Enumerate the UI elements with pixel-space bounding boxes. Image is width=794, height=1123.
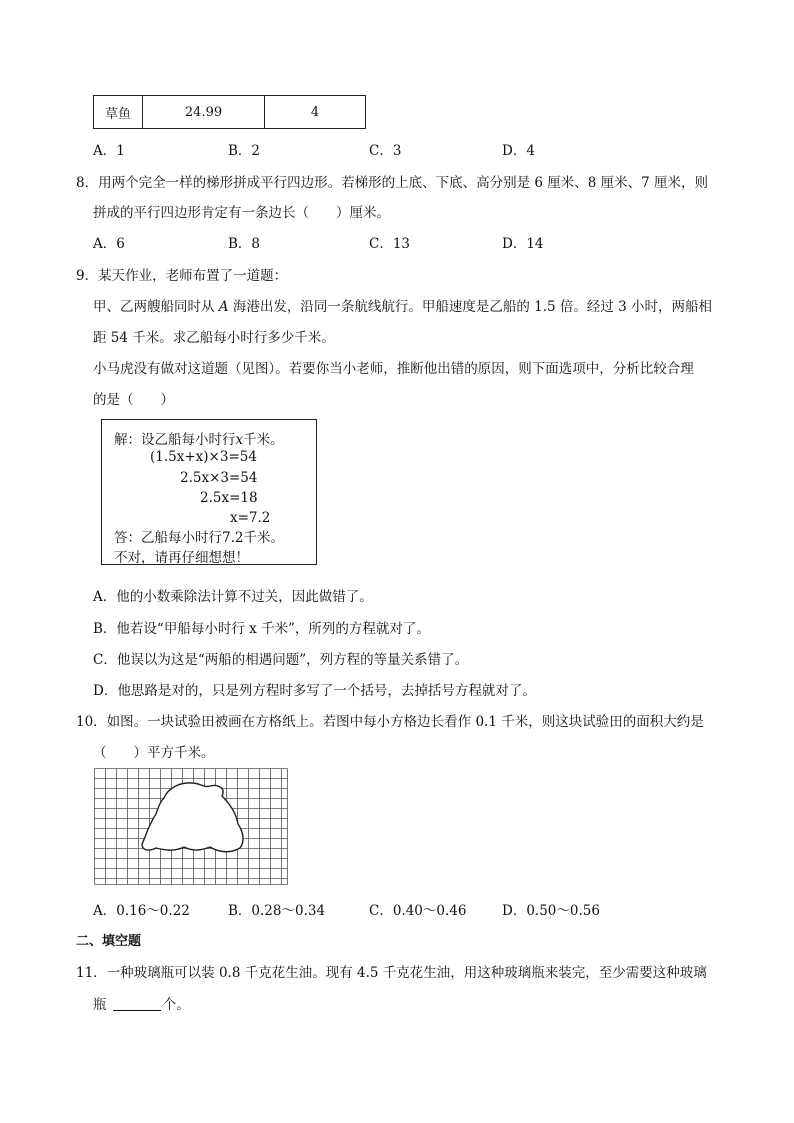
q7-option-b[interactable]: B．2 [228,143,261,159]
student-solution-box [101,419,317,565]
q9-option-c[interactable]: C．他误以为这是“两船的相遇问题”，列方程的等量关系错了。 [93,652,469,668]
q9-stem-line2: 甲、乙两艘船同时从 A 海港出发，沿同一条航线航行。甲船速度是乙船的 1.5 倍。经过 3 小时，两船相 [93,299,713,315]
q8-stem-line1: 8．用两个完全一样的梯形拼成平行四边形。若梯形的上底、下底、高分别是 6 厘米、8 厘米、7 厘米，则 [76,175,709,191]
section-title: 二、填空题 [76,934,142,949]
solution-line: x=7.2 [230,510,271,526]
q10-option-c[interactable]: C．0.40～0.46 [369,903,467,919]
q10-stem-line2: （ ）平方千米。 [93,745,215,761]
table-cell: 24.99 [143,96,265,129]
field-outline [142,783,243,852]
q9-stem-line1: 9．某天作业，老师布置了一道题： [76,268,288,284]
q9-option-b[interactable]: B．他若设“甲船每小时行 x 千米”，所列的方程就对了。 [93,621,430,637]
q10-option-a[interactable]: A．0.16～0.22 [93,903,190,919]
q10-option-d[interactable]: D．0.50～0.56 [502,903,600,919]
solution-line: 2.5x×3=54 [180,470,258,486]
q9-option-a[interactable]: A．他的小数乘除法计算不过关，因此做错了。 [93,589,373,605]
q9-stem-line3: 距 54 千米。求乙船每小时行多少千米。 [93,330,335,346]
solution-line: 解：设乙船每小时行x千米。 [114,432,284,448]
q7-option-a[interactable]: A．1 [93,143,125,159]
q11-stem-line2: 瓶 个。 [93,997,190,1013]
table-cell: 4 [265,96,366,129]
q10-option-b[interactable]: B．0.28～0.34 [228,903,326,919]
table-cell: 草鱼 [94,96,143,129]
answer-blank[interactable] [113,996,161,1011]
solution-line: 不对，请再仔细想想！ [114,550,249,566]
solution-line: (1.5x+x)×3=54 [150,449,257,465]
q10-stem-line1: 10．如图。一块试验田被画在方格纸上。若图中每小方格边长看作 0.1 千米，则这块试验田的面积大约是 [76,714,704,730]
fish-table [93,95,366,129]
q7-option-d[interactable]: D．4 [502,143,535,159]
q8-option-d[interactable]: D．14 [502,236,544,252]
q8-stem-line2: 拼成的平行四边形肯定有一条边长（ ）厘米。 [93,205,390,221]
q11-stem-line1: 11．一种玻璃瓶可以装 0.8 千克花生油。现有 4.5 千克花生油，用这种玻璃瓶来装完，至少需要这种玻璃 [76,965,707,981]
table-row [94,96,366,129]
q9-stem-line4: 小马虎没有做对这道题（见图）。若要你当小老师，推断他出错的原因，则下面选项中，分析比较合理 [93,361,694,377]
solution-line: 答：乙船每小时行7.2千米。 [114,530,284,546]
q8-option-b[interactable]: B．8 [228,236,261,252]
solution-line: 2.5x=18 [200,490,258,506]
grid-field-figure [94,768,288,885]
q8-option-a[interactable]: A．6 [93,236,125,252]
q8-option-c[interactable]: C．13 [369,236,411,252]
q9-option-d[interactable]: D．他思路是对的，只是列方程时多写了一个括号，去掉括号方程就对了。 [93,683,536,699]
q7-option-c[interactable]: C．3 [369,143,402,159]
q9-stem-line5: 的是（ ） [93,392,174,408]
